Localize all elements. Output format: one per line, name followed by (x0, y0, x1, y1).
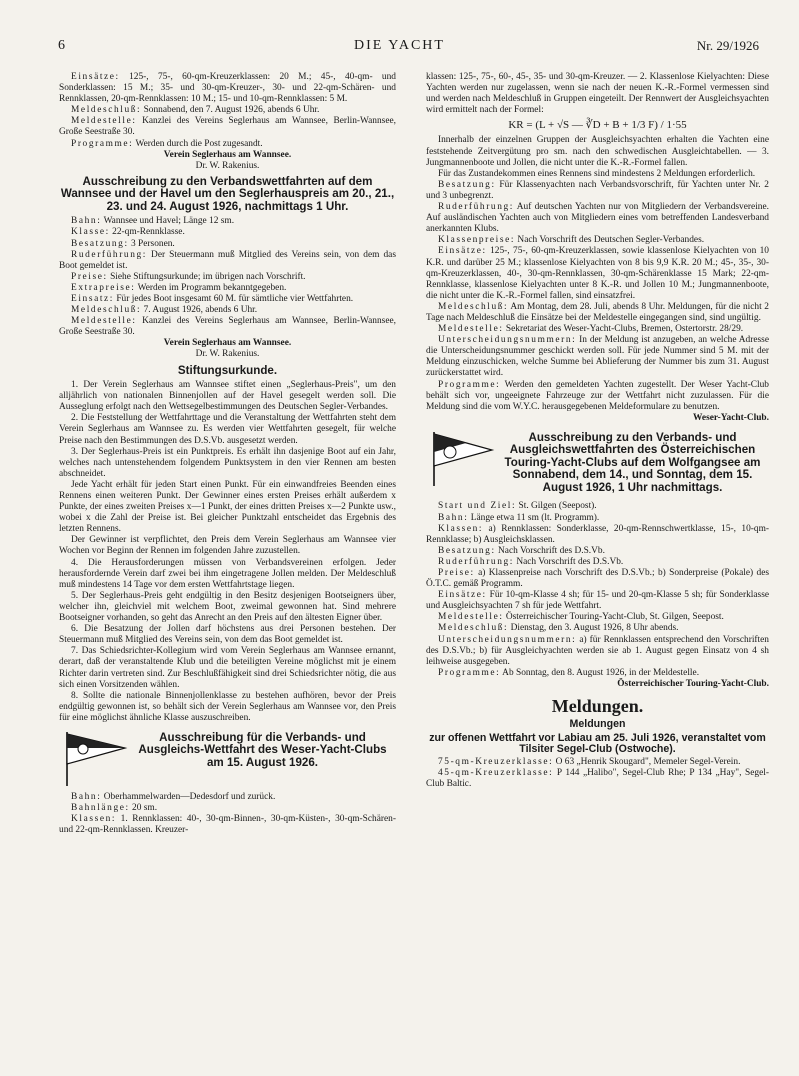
paragraph: 6. Die Besatzung der Jollen darf höchstens aus drei Personen bestehen. Der Steuermann muß Mitglied des Vereins sein, von dem das Boot gemeldet ist. (59, 624, 396, 646)
paragraph: 7. Das Schiedsrichter-Kollegium wird vom Verein Seglerhaus am Wannsee ernannt, derart, daß der veranstaltende Klub und die beteiligten Vereine möglichst mit je einem Richter darin vertreten sind. Zur Beschlußfähigkeit sind drei Schiedsrichter nötig, die aus sich einen Vorsitzenden wählen. (59, 646, 396, 690)
page-number: 6 (58, 38, 65, 53)
labeled-entry (59, 72, 396, 105)
meldungen-body (426, 757, 769, 790)
entry-text: P 144 „Halibo", Segel-Club Rhe; P 134 „Hay", Segel-Club Baltic. (426, 768, 769, 790)
labeled-entry (59, 803, 396, 814)
entry-text: 3 Personen. (128, 238, 175, 249)
entry-text: Ab Sonntag, den 8. August 1926, in der Meldestelle. (500, 667, 700, 678)
signature-club: Verein Seglerhaus am Wannsee. (163, 149, 292, 160)
meldungen-subtitle: Meldungen (569, 718, 626, 730)
entry-text: a) für Rennklassen entsprechend den Vorschriften des D.S.Vb.; b) für Ausgleichyachten werden sie ab 1. August gegen Einsatz von 4 sh leihweise ausgegeben. (426, 634, 769, 667)
labeled-entry (59, 272, 396, 283)
entry-text: Nach Vorschrift des D.S.Vb. (514, 556, 624, 567)
stiftung-title: Stiftungsurkunde. (177, 363, 278, 377)
entry-text: Für Klassenyachten nach Verbandsvorschrift, für Yachten unter Nr. 2 und 3 unbegrenzt. (426, 179, 769, 201)
labeled-entry (426, 180, 769, 202)
entry-text: Dienstag, den 3. August 1926, 8 Uhr abends. (508, 623, 679, 634)
entry-label: 75-qm-Kreuzerklasse: (438, 757, 554, 768)
paragraph: Der Gewinner ist verpflichtet, den Preis dem Verein Seglerhaus am Wannsee vier Wochen vor Beginn der Rennen im folgenden Jahre zuzustellen. (59, 535, 396, 557)
entry-label: Einsätze: (71, 72, 120, 82)
left-column (59, 72, 396, 836)
entry-text: Werden den gemeldeten Yachten zugestellt. Der Weser Yacht-Club behält sich vor, ungeeignete Fahrzeuge zur der Wettfahrt nicht zuzulassen. Für die Meldung sind die vom W.Y.C. herausgegebenen Meldeformulare zu benutzen. (426, 379, 769, 412)
entry-text: Sekretariat des Weser-Yacht-Clubs, Bremen, Ostertorstr. 28/29. (503, 324, 744, 335)
entry-label: Meldeschluß: (438, 623, 509, 634)
paragraph: Innerhalb der einzelnen Gruppen der Ausgleichsyachten erhalten die Yachten eine feststehende Zeitvergütung pro sm. nach den schwedischen Ausgleichtabellen. — 3. Jungmannenboote und Jollen, die nicht unter die K.-R.-Formel fallen. (426, 135, 769, 168)
labeled-entry (426, 380, 769, 413)
entry-text: Für jedes Boot insgesamt 60 M. für sämtliche vier Wettfahrten. (114, 294, 354, 304)
entry-label: Programme: (438, 379, 501, 390)
entry-text: a) Klassenpreise nach Vorschrift des D.S.Vb.; b) Sonderpreise (Pokale) des Ö.T.C. gemäß Programm. (426, 567, 769, 590)
paragraph: 5. Der Seglerhaus-Preis geht endgültig in den Besitz desjenigen Bootseigners über, welcher ihn, gleichviel mit welchem Boot, zweimal gewonnen hat. Sind mehrere Bootseigner vorhanden, so geht das Anrecht an den Preis auf den ältesten Eigner über. (59, 590, 396, 624)
labeled-entry (59, 227, 396, 238)
labeled-entry (59, 305, 396, 316)
labeled-entry (59, 250, 396, 272)
entry-label: Besatzung: (438, 179, 496, 190)
labeled-entry (426, 768, 769, 790)
entry-text: Kanzlei des Vereins Seglerhaus am Wannsee, Berlin-Wannsee, Große Seestraße 30. (59, 316, 396, 338)
formula: KR = (L + √S — ∛D + B + 1/3 F) / 1·55 (508, 119, 687, 132)
labeled-entry (426, 335, 769, 379)
issue-number: Nr. 29/1926 (696, 38, 759, 53)
entry-label: 45-qm-Kreuzerklasse: (438, 768, 554, 779)
entry-label: Meldeschluß: (71, 305, 142, 316)
continued-text (426, 72, 769, 116)
entry-label: Ruderführung: (71, 249, 147, 260)
club-pennant-icon (59, 728, 129, 788)
entry-label: Einsätze: (438, 590, 487, 601)
entry-label: Preise: (71, 271, 108, 282)
labeled-entry (426, 302, 769, 324)
labeled-entry (59, 239, 396, 250)
entry-text: Auf deutschen Yachten nur von Mitgliedern der Verbandsvereine. Auf ausländischen Yachten auch von Mitgliedern eines vom betreffenden Landesverband anerkannten Klubs. (426, 202, 769, 235)
entry-label: Programme: (71, 138, 134, 149)
entry-label: Bahn: (438, 512, 469, 523)
entry-text: St. Gilgen (Seepost). (516, 501, 597, 512)
signature-club: Verein Seglerhaus am Wannsee. (163, 338, 292, 349)
entry-label: Meldestelle: (71, 116, 137, 127)
labeled-entry (426, 568, 769, 590)
club-pennant-icon (426, 428, 496, 488)
entry-label: Meldestelle: (438, 612, 504, 623)
signature-name: Dr. W. Rakenius. (195, 349, 260, 360)
journal-title: DIE YACHT (354, 38, 445, 53)
entry-text: 20 sm. (129, 803, 158, 814)
entry-label: Bahnlänge: (71, 803, 130, 814)
paragraph: 4. Die Herausforderungen müssen von Verbandsvereinen erfolgen. Jeder herausfordernde Verein darf zwei bei ihm eingetragene Jollen melden. Der Meldeschluß muß mindestens 14 Tage vor dem ersten Wettfahrtstage liegen. (59, 557, 396, 590)
entry-label: Einsatz: (71, 294, 114, 304)
labeled-entry (426, 202, 769, 235)
entry-text: Sonnabend, den 7. August 1926, abends 6 Uhr. (141, 105, 320, 116)
stiftung-body (59, 380, 396, 724)
entry-label: Ruderführung: (438, 556, 514, 567)
announcement-body (59, 216, 396, 338)
entry-text: 125-, 75-, 60-qm-Kreuzerklassen, sowie klassenlose Kielyachten von 10 K.R. und darüber 25 M.; klassenlose Kielyachten von 8 bis 9,9 K.R. 20 M.; 45-, 35-, 30-qm-Kreuzerklassen, 40-, 30-qm-Rennklassen, 30-qm-Schärenklasse 15 Mark; 22-qm-Rennklasse, klassenlose Kielyachten unter 8 K.-R. und Jollen 10 M.; Jungmannenboote, die nicht unter die K.-R.-Formel fallen, sind einsatzfrei. (426, 246, 769, 301)
entry-text: Länge etwa 11 sm (lt. Programm). (468, 512, 600, 523)
announcement-body (426, 501, 769, 679)
entry-label: Ruderführung: (438, 202, 514, 213)
entry-text: a) Rennklassen: Sonderklasse, 20-qm-Rennschwertklasse, 15-, 10-qm-Rennklasse; b) Ausgleichsklassen. (426, 523, 769, 545)
labeled-entry (59, 139, 396, 150)
paragraph: Für das Zustandekommen eines Rennens sind mindestens 2 Meldungen erforderlich. (438, 168, 756, 179)
paragraph: 3. Der Seglerhaus-Preis ist ein Punktpreis. Es erhält ihn dasjenige Boot auf ein Jahr, welches nach untenstehendem folgendem Punktsystem in den vier Rennen am besten abschneidet. (59, 446, 396, 479)
entry-label: Klassen: (71, 814, 117, 825)
entry-label: Extrapreise: (71, 282, 136, 293)
entry-text: 22-qm-Rennklasse. (109, 227, 185, 238)
entry-label: Bahn: (71, 216, 102, 227)
labeled-entry (426, 668, 769, 679)
entry-label: Start und Ziel: (438, 501, 517, 512)
entry-text: Nach Vorschrift des D.S.Vb. (495, 545, 605, 556)
entry-label: Klassenpreise: (438, 235, 516, 246)
entry-text: O 63 „Henrik Skougard", Memeler Segel-Verein. (553, 757, 741, 768)
entry-text: Kanzlei des Vereins Seglerhaus am Wannsee, Berlin-Wannsee, Große Seestraße 30. (59, 116, 396, 138)
paragraph: 1. Der Verein Seglerhaus am Wannsee stiftet einen „Seglerhaus-Preis", um den alljährlich von nationalen Binnenjollen auf der Havel gesegelt werden soll. Die Ausseglung erfolgt nach den Wettsegelbestimmungen des Deutschen Segler-Verbandes. (59, 380, 396, 413)
labeled-entry (426, 501, 769, 512)
labeled-entry (426, 623, 769, 634)
signature-name: Dr. W. Rakenius. (195, 160, 260, 171)
labeled-entry (59, 316, 396, 338)
entry-text: Werden durch die Post zugesandt. (133, 138, 263, 149)
labeled-entry (426, 513, 769, 524)
text-after-formula (426, 135, 769, 179)
paragraph: 8. Sollte die nationale Binnenjollenklasse zu bestehen aufhören, bevor der Preis endgültig gewonnen ist, so behält sich der Verein Seglerhaus am Wannsee vor, den Preis für eine möglichst ähnliche Klasse auszuschreiben. (59, 690, 396, 723)
labeled-entry (426, 246, 769, 301)
entry-text: Nach Vorschrift des Deutschen Segler-Verbandes. (515, 235, 705, 246)
entry-label: Unterscheidungsnummern: (438, 335, 577, 346)
labeled-entry (59, 792, 396, 803)
entry-text: In der Meldung ist anzugeben, an welche Adresse die Unterscheidungsnummer geschickt werden soll. Für jede Nummer sind 5 M. mit der Meldung einzuschicken, welche Summe bei Ablieferung der Nummer bis zum 31. August zurückerstattet wird. (426, 335, 769, 379)
entry-label: Programme: (438, 667, 501, 678)
entry-text: 7. August 1926, abends 6 Uhr. (141, 305, 258, 316)
labeled-entry (59, 216, 396, 227)
paragraph: Jede Yacht erhält für jeden Start einen Punkt. Für ein einwandfreies Beenden eines Rennens einen weiteren Punkt. Der Gewinner eines ersten Preises erhält außerdem x Punkte, der eines zweiten Preises x—1 Punkt, der eines dritten Preises x—2 Punkte usw., wobei x die Zahl der Preise ist. Bei gleicher Punktzahl entscheidet das Ergebnis des letzten Rennens. (59, 479, 396, 535)
meldungen-title: Meldungen. (551, 696, 644, 716)
entry-text: Werden im Programm bekanntgegeben. (135, 282, 287, 293)
entry-text: Oberhammelwarden—Dedesdorf und zurück. (101, 791, 276, 802)
entry-label: Besatzung: (71, 238, 129, 249)
entry-text: 125-, 75-, 60-qm-Kreuzerklassen: 20 M.; 45-, 40-qm- und Sonderklassen: 15 M.; 35- und 30-qm-Kreuzer-, 30- und 22-qm-Schären- und Rennklassen, 20-qm-Rennklassen: 10 M.; 15- und 10-qm-Rennklassen: 5 M. (59, 72, 396, 105)
entry-label: Meldeschluß: (438, 301, 509, 312)
labeled-entry (426, 557, 769, 568)
page-header (0, 38, 799, 62)
labeled-entry (426, 324, 769, 335)
announcement-body (426, 180, 769, 413)
entry-label: Bahn: (71, 791, 102, 802)
entry-text: Für 10-qm-Klasse 4 sh; für 15- und 20-qm-Klasse 5 sh; für Sonderklasse und Ausgleichsyachten 7 sh für jede Wettfahrt. (426, 590, 769, 612)
entry-text: Siehe Stiftungsurkunde; im übrigen nach Vorschrift. (107, 271, 306, 282)
paragraph: 2. Die Feststellung der Wettfahrttage und die Veranstaltung der Wettfahrten steht dem Verein Seglerhaus am Wannsee zu. Es werden vier Wettfahrten gesegelt, für welche Preise nach den Bestimmungen des D.S.Vb. ausgesetzt werden. (59, 413, 396, 446)
paragraph: klassen: 125-, 75-, 60-, 45-, 35- und 30-qm-Kreuzer. — 2. Klassenlose Kielyachten: Diese Yachten werden nur zugelassen, wenn sie nach der neuen K.-R.-Formel vermessen sind und werden nach Meldeschluß in Gruppen eingeteilt. Der Rennwert der Ausgleichsyachten wird ermittelt nach der Formel: (426, 72, 769, 116)
announcement-title: Ausschreibung zu den Verbands- und Ausgleichswettfahrten des Österreichischen Touring-Yacht-Clubs auf dem Wolfgangsee am Sonnabend, dem 14., und Sonntag, dem 15. August 1926, 1 Uhr nachmittags. (504, 430, 761, 494)
labeled-entry (426, 635, 769, 668)
meldungen-heading: zur offenen Wettfahrt vor Labiau am 25. Juli 1926, veranstaltet vom Tilsiter Segel-Club (Ostwoche). (429, 732, 766, 756)
entry-label: Einsätze: (438, 246, 487, 257)
entry-label: Meldestelle: (438, 324, 504, 335)
right-column (426, 72, 769, 791)
signature-club: Weser-Yacht-Club. (693, 412, 769, 423)
austria-announcement-header (426, 428, 769, 498)
labeled-entry (59, 116, 396, 138)
labeled-entry (426, 235, 769, 246)
signature-club: Österreichischer Touring-Yacht-Club. (617, 678, 769, 689)
entry-label: Preise: (438, 567, 475, 578)
weser-announcement-header (59, 728, 396, 788)
announcement-title: Ausschreibung zu den Verbandswettfahrten auf dem Wannsee und der Havel um den Seglerhauspreis am 20., 21., 23. und 24. August 1926, nachmittags 1 Uhr. (60, 174, 395, 213)
labeled-entry (426, 590, 769, 612)
entry-text: Wannsee und Havel; Länge 12 sm. (101, 216, 235, 227)
entry-label: Meldeschluß: (71, 105, 142, 116)
labeled-entry (426, 546, 769, 557)
entry-text: Österreichischer Touring-Yacht-Club, St. Gilgen, Seepost. (503, 612, 724, 623)
labeled-entry (426, 612, 769, 623)
labeled-entry (59, 283, 396, 294)
labeled-entry (59, 105, 396, 116)
intro-section (59, 72, 396, 150)
announcement-title: Ausschreibung für die Verbands- und Ausgleichs-Wettfahrt des Weser-Yacht-Clubs am 15. August 1926. (138, 730, 387, 769)
entry-text: Der Steuermann muß Mitglied des Vereins sein, von dem das Boot gemeldet ist. (59, 249, 396, 271)
entry-label: Klasse: (71, 227, 110, 238)
entry-label: Meldestelle: (71, 316, 137, 327)
announcement-body (59, 792, 396, 836)
labeled-entry (59, 814, 396, 836)
labeled-entry (59, 294, 396, 305)
entry-label: Unterscheidungsnummern: (438, 634, 577, 645)
entry-label: Besatzung: (438, 545, 496, 556)
entry-label: Klassen: (438, 523, 484, 534)
labeled-entry (426, 757, 769, 768)
entry-text: 1. Rennklassen: 40-, 30-qm-Binnen-, 30-qm-Küsten-, 30-qm-Schären- und 22-qm-Rennklassen. Kreuzer- (59, 814, 396, 836)
entry-text: Am Montag, dem 28. Juli, abends 8 Uhr. Meldungen, für die nicht 2 Tage nach Meldeschluß die Einsätze bei der Meldestelle eingegangen sind, sind ungültig. (426, 301, 769, 323)
labeled-entry (426, 524, 769, 546)
